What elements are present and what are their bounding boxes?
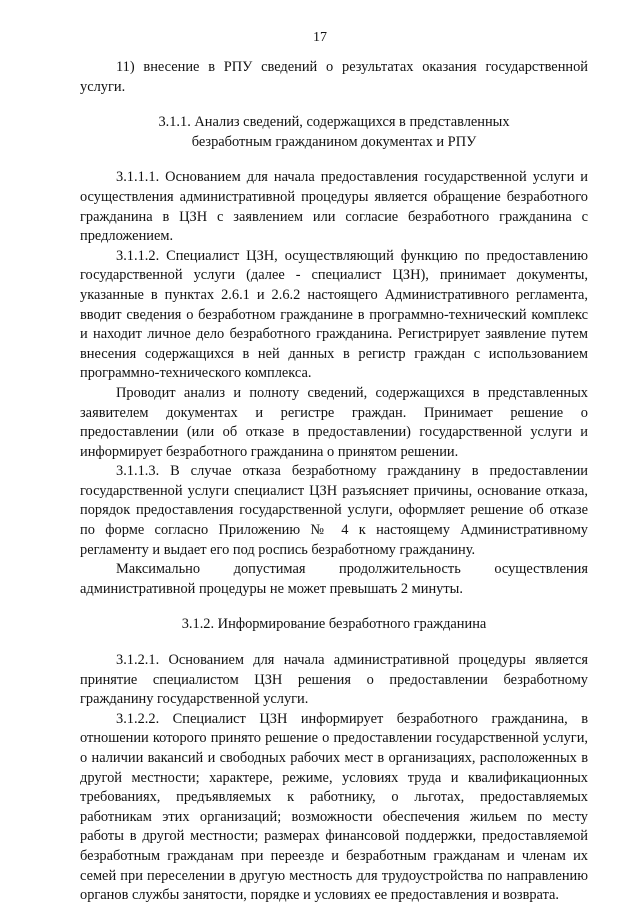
section-heading-text: 3.1.2. Информирование безработного гражданина <box>181 616 487 633</box>
section-heading-3-1-2 <box>80 615 588 635</box>
paragraph-3-1-1-1: 3.1.1.1. Основанием для начала предоставления государственной услуги и осуществления административной процедуры является обращение безработного гражданина в ЦЗН с заявлением или согласие безработного гражданина с предложением. <box>80 169 588 245</box>
page-number: 17 <box>313 30 327 45</box>
paragraph-analysis: Проводит анализ и полноту сведений, содержащихся в представленных заявителем документах и регистре граждан. Принимает решение о предоставлении (или об отказе в предоставлении) государственной услуги и информирует безработного гражданина о принятом решении. <box>80 384 588 460</box>
paragraph-duration: Максимально допустимая продолжительность осуществления административной процедуры не может превышать 2 минуты. <box>80 561 588 597</box>
paragraph-3-1-1-2: 3.1.1.2. Специалист ЦЗН, осуществляющий функцию по предоставлению государственной услуги (далее - специалист ЦЗН), принимает документы, указанные в пунктах 2.6.1 и 2.6.2 настоящего Административного регламента, вводит сведения о безработном гражданине в программно-технический комплекс и находит личное дело безработного гражданина. Регистрирует заявление путем внесения содержащихся в ней данных в регистр граждан с использованием программно-технического комплекса. <box>80 247 588 382</box>
paragraph-3-1-1-3: 3.1.1.3. В случае отказа безработному гражданину в предоставлении государственной услуги специалист ЦЗН разъясняет причины, основание отказа, порядок предоставления государственной услуги, оформляет решение об отказе по форме согласно Приложению № 4 к настоящему Административному регламенту и выдает его под роспись безработному гражданину. <box>80 463 588 558</box>
intro-item: 11) внесение в РПУ сведений о результатах оказания государственной услуги. <box>80 59 588 95</box>
section-heading-text: 3.1.1. Анализ сведений, содержащихся в представленных безработным гражданином документах и РПУ <box>158 114 510 150</box>
paragraph-3-1-2-1: 3.1.2.1. Основанием для начала административной процедуры является принятие специалистом ЦЗН решения о предоставлении безработному гражданину государственной услуги. <box>80 652 588 708</box>
section-heading-3-1-1 <box>80 113 588 152</box>
paragraph-3-1-2-2: 3.1.2.2. Специалист ЦЗН информирует безработного гражданина, в отношении которого принято решение о предоставлении государственной услуги, о наличии вакансий и свободных рабочих мест в организациях, расположенных в другой местности; характере, режиме, условиях труда и квалификационных требованиях, предъявляемых к работнику, о льготах, предоставляемых работникам этих организаций; возможности обеспечения жильем по месту работы в другой местности; размерах финансовой поддержки, предоставляемой безработным гражданам при переезде и безработным гражданам и членам их семей при переселении в другую местность для трудоустройства по направлению органов службы занятости, порядке и условиях ее предоставления и возврата. <box>80 710 588 904</box>
document-body <box>80 58 588 906</box>
